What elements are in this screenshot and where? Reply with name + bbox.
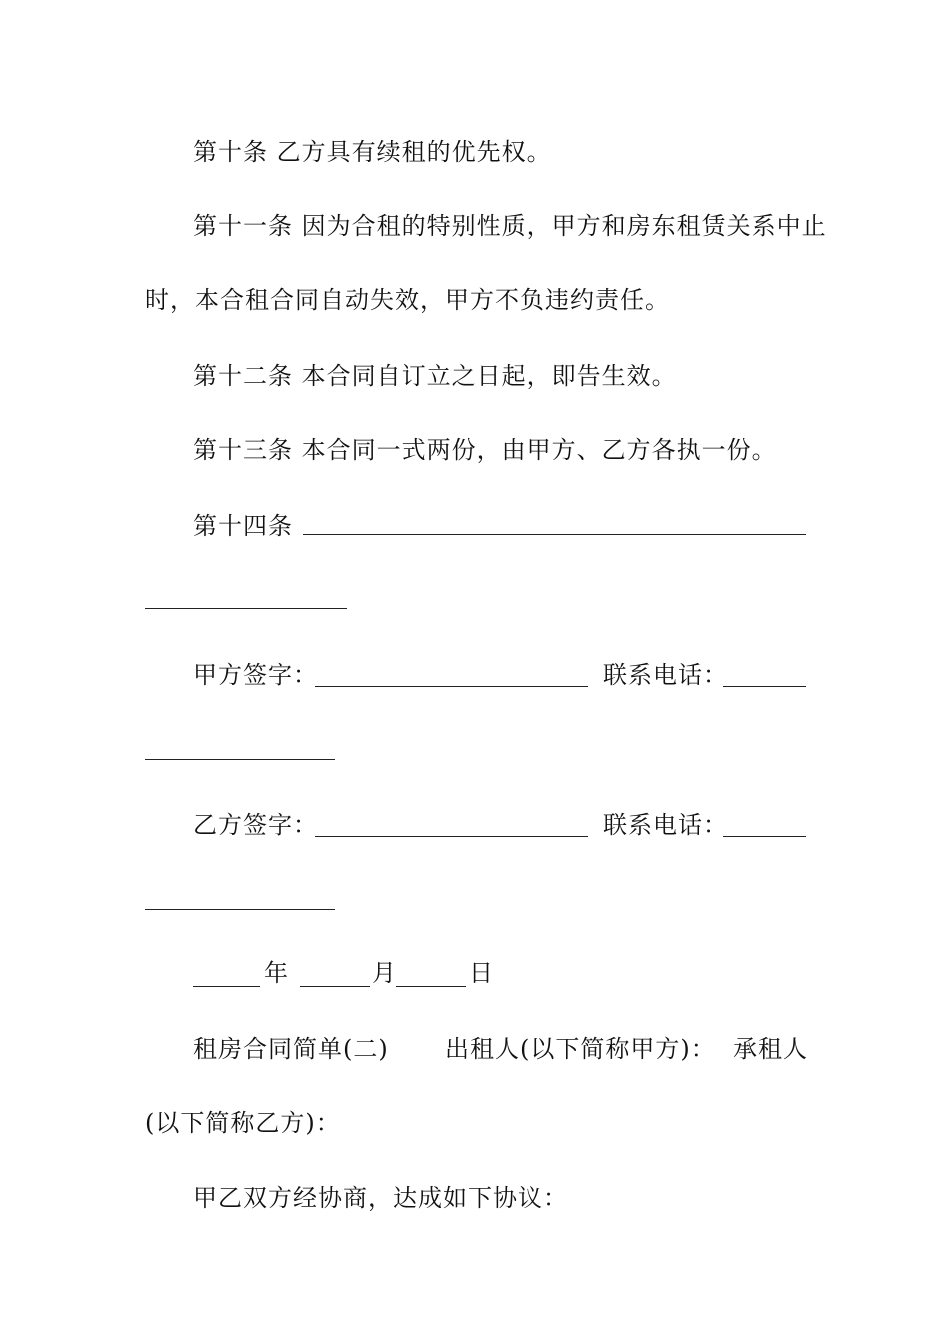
party-a-phone-blank-continued — [145, 758, 335, 760]
clause-11-line1: 第十一条 因为合租的特别性质，甲方和房东租赁关系中止 — [193, 212, 827, 240]
clause-14-blank-continued — [145, 607, 347, 609]
date-year-blank — [193, 985, 260, 987]
clause-11-line2: 时，本合租合同自动失效，甲方不负违约责任。 — [145, 286, 670, 314]
party-a-signature-blank — [315, 685, 588, 687]
clause-14-blank — [303, 533, 806, 535]
party-b-phone-label: 联系电话： — [603, 811, 728, 839]
party-b-signature-label: 乙方签字： — [193, 811, 318, 839]
section2-lessee: 承租人 — [733, 1035, 808, 1063]
date-month-label: 月 — [372, 959, 397, 987]
clause-14-label: 第十四条 — [193, 512, 293, 540]
party-b-phone-blank — [723, 835, 806, 837]
party-a-phone-label: 联系电话： — [603, 661, 728, 689]
section2-lessee-continued: (以下简称乙方)： — [145, 1109, 341, 1137]
section2-lessor: 出租人(以下简称甲方)： — [445, 1035, 716, 1063]
date-month-blank — [300, 985, 370, 987]
date-year-label: 年 — [264, 959, 289, 987]
clause-12: 第十二条 本合同自订立之日起，即告生效。 — [193, 362, 677, 390]
party-a-phone-blank — [723, 685, 806, 687]
party-a-signature-label: 甲方签字： — [193, 661, 318, 689]
party-b-signature-blank — [315, 835, 588, 837]
date-day-blank — [396, 985, 466, 987]
clause-10: 第十条 乙方具有续租的优先权。 — [193, 138, 552, 166]
section2-agreement: 甲乙双方经协商，达成如下协议： — [193, 1184, 568, 1212]
date-day-label: 日 — [469, 959, 494, 987]
party-b-phone-blank-continued — [145, 908, 335, 910]
section2-title: 租房合同简单(二) — [193, 1035, 389, 1063]
clause-13: 第十三条 本合同一式两份，由甲方、乙方各执一份。 — [193, 436, 777, 464]
